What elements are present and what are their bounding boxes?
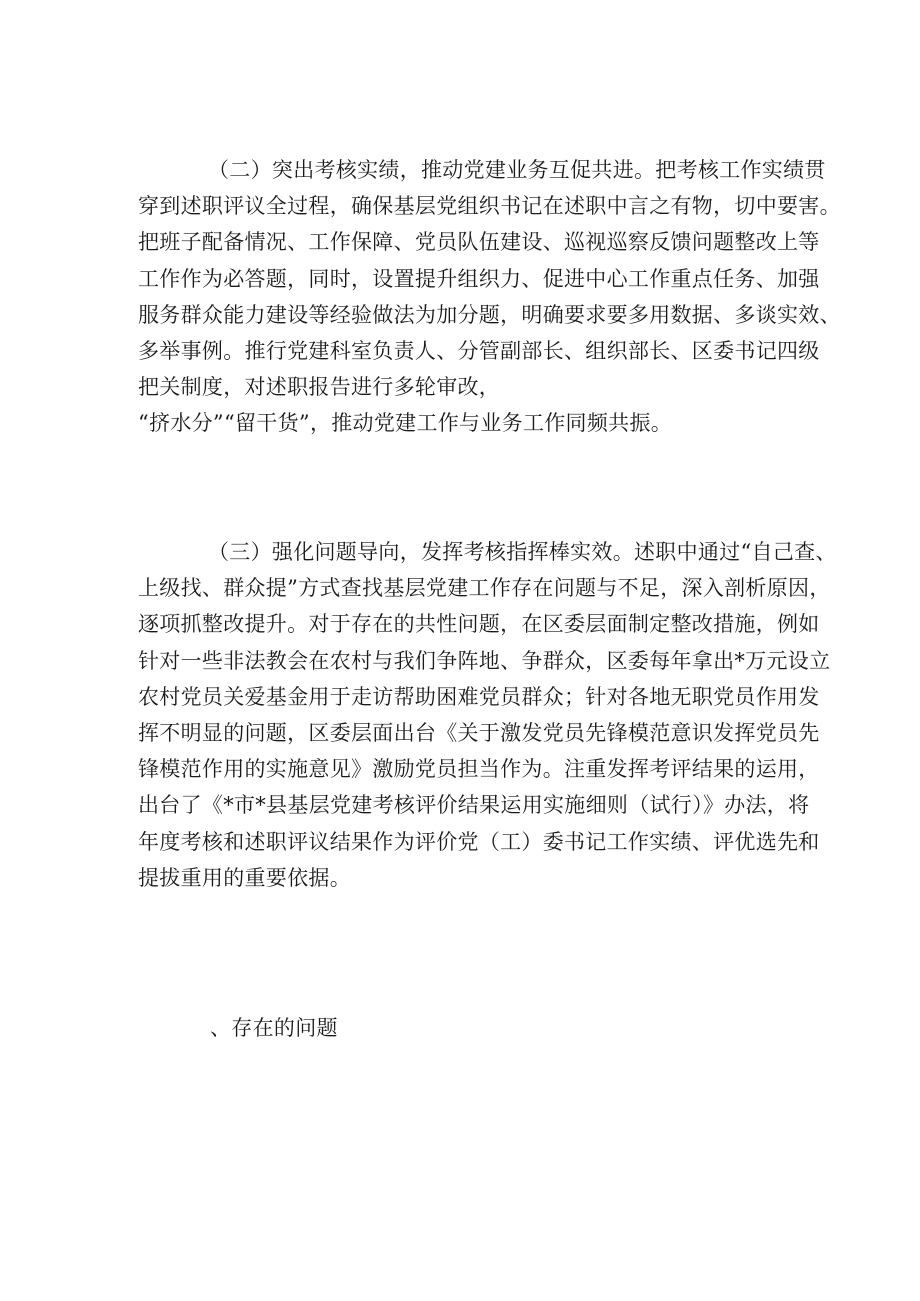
paragraph-line: 锋模范作用的实施意见》激励党员担当作为。注重发挥考评结果的运用，	[138, 757, 820, 782]
paragraph-line: 针对一些非法教会在农村与我们争阵地、争群众，区委每年拿出*万元设立	[138, 648, 831, 673]
paragraph-line: “挤水分”“留干货”，推动党建工作与业务工作同频共振。	[138, 411, 673, 436]
paragraph-line: 把关制度，对述职报告进行多轮审改，	[138, 375, 501, 400]
paragraph-assessment-results	[138, 152, 841, 442]
paragraph-line: 出台了《*市*县基层党建考核评价结果运用实施细则（试行）》办法，将	[138, 793, 810, 818]
paragraph-line: 多举事例。推行党建科室负责人、分管副部长、组织部长、区委书记四级	[138, 339, 820, 364]
paragraph-line: 年度考核和述职评议结果作为评价党（工）委书记工作实绩、评优选先和	[138, 829, 820, 854]
paragraph-line: 上级找、群众提”方式查找基层党建工作存在问题与不足，深入剖析原因，	[138, 576, 831, 601]
paragraph-line: 服务群众能力建设等经验做法为加分题，明确要求要多用数据、多谈实效、	[138, 302, 841, 327]
paragraph-line: （三）强化问题导向，发挥考核指挥棒实效。述职中通过“自己查、	[208, 540, 837, 564]
paragraph-line: 提拔重用的重要依据。	[138, 865, 351, 890]
paragraph-problem-orientation	[138, 534, 837, 896]
paragraph-line: 挥不明显的问题，区委层面出台《关于激发党员先锋模范意识发挥党员先	[138, 721, 820, 746]
paragraph-line: （二）突出考核实绩，推动党建业务互促共进。把考核工作实绩贯	[208, 158, 826, 182]
paragraph-line: 农村党员关爱基金用于走访帮助困难党员群众；针对各地无职党员作用发	[138, 684, 820, 709]
paragraph-line: 逐项抓整改提升。对于存在的共性问题，在区委层面制定整改措施，例如	[138, 612, 820, 637]
paragraph-line: 穿到述职评议全过程，确保基层党组织书记在述职中言之有物，切中要害。	[138, 194, 841, 219]
section-heading: 、存在的问题	[210, 1016, 338, 1040]
paragraph-line: 工作作为必答题，同时，设置提升组织力、促进中心工作重点任务、加强	[138, 266, 820, 291]
paragraph-line: 把班子配备情况、工作保障、党员队伍建设、巡视巡察反馈问题整改上等	[138, 230, 820, 255]
